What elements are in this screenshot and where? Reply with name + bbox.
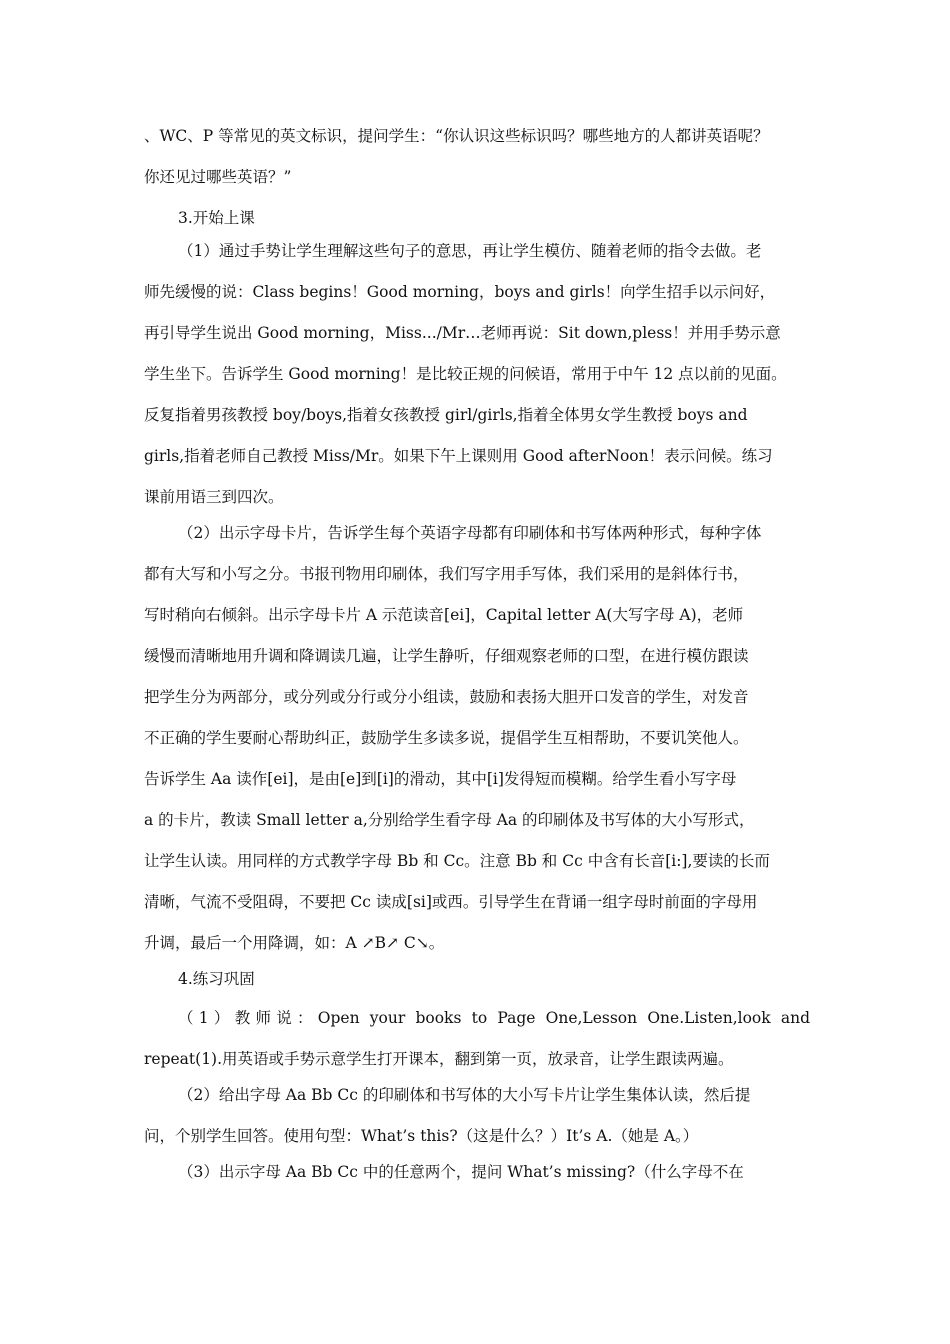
text-line: （2）出示字母卡片，告诉学生每个英语字母都有印刷体和书写体两种形式，每种字体 (178, 524, 762, 542)
text-line: （1）通过手势让学生理解这些句子的意思，再让学生模仿、随着老师的指令去做。老 (178, 242, 762, 260)
text-line: 反复指着男孩教授 boy/boys,指着女孩教授 girl/girls,指着全体男女学生教授 boys and (144, 406, 748, 424)
section-heading: 4.练习巩固 (178, 970, 255, 988)
text-line: 写时稍向右倾斜。出示字母卡片 A 示范读音[ei]，Capital letter A(大写字母 A)，老师 (144, 606, 744, 624)
text-line: 升调，最后一个用降调，如：A ↗B↗ C↘。 (144, 934, 445, 952)
text-line: （1）教师说：Open your books to Page One,Lesson One.Listen,look and (178, 1009, 810, 1027)
text-line: 问，个别学生回答。使用句型：What’s this?（这是什么？）It’s A.（她是 A。） (144, 1127, 699, 1145)
text-line: a 的卡片，教读 Small letter a,分别给学生看字母 Aa 的印刷体及书写体的大小写形式， (144, 811, 755, 829)
text-line: 把学生分为两部分，或分列或分行或分小组读，鼓励和表扬大胆开口发音的学生，对发音 (144, 688, 749, 706)
section-heading: 3.开始上课 (178, 209, 255, 227)
text-line: 缓慢而清晰地用升调和降调读几遍，让学生静听，仔细观察老师的口型，在进行模仿跟读 (144, 647, 749, 665)
text-line: 清晰，气流不受阻碍，不要把 Cc 读成[si]或西。引导学生在背诵一组字母时前面的字母用 (144, 893, 758, 911)
text-line: 让学生认读。用同样的方式教学字母 Bb 和 Cc。注意 Bb 和 Cc 中含有长音[i:],要读的长而 (144, 852, 770, 870)
text-line: 再引导学生说出 Good morning，Miss.../Mr…老师再说：Sit down,pless！并用手势示意 (144, 324, 781, 342)
text-line: 学生坐下。告诉学生 Good morning！是比较正规的问候语，常用于中午 12 点以前的见面。 (144, 365, 787, 383)
text-line: （2）给出字母 Aa Bb Cc 的印刷体和书写体的大小写卡片让学生集体认读，然后提 (178, 1086, 751, 1104)
text-line: girls,指着老师自己教授 Miss/Mr。如果下午上课则用 Good afterNoon！表示问候。练习 (144, 447, 773, 465)
text-line: 你还见过哪些英语？” (144, 168, 292, 186)
text-line: （3）出示字母 Aa Bb Cc 中的任意两个，提问 What’s missing?（什么字母不在 (178, 1163, 744, 1181)
text-line: 课前用语三到四次。 (144, 488, 284, 506)
text-line: repeat(1).用英语或手势示意学生打开课本，翻到第一页，放录音，让学生跟读两遍。 (144, 1050, 734, 1068)
text-line: 不正确的学生要耐心帮助纠正，鼓励学生多读多说，提倡学生互相帮助，不要讥笑他人。 (144, 729, 749, 747)
text-line: 师先缓慢的说：Class begins！Good morning，boys and girls！向学生招手以示问好， (144, 283, 776, 301)
text-line: 告诉学生 Aa 读作[ei]，是由[e]到[i]的滑动，其中[i]发得短而模糊。给学生看小写字母 (144, 770, 737, 788)
text-line: 、WC、P 等常见的英文标识，提问学生：“你认识这些标识吗？哪些地方的人都讲英语呢？ (144, 127, 769, 145)
text-line: 都有大写和小写之分。书报刊物用印刷体，我们写字用手写体，我们采用的是斜体行书， (144, 565, 749, 583)
